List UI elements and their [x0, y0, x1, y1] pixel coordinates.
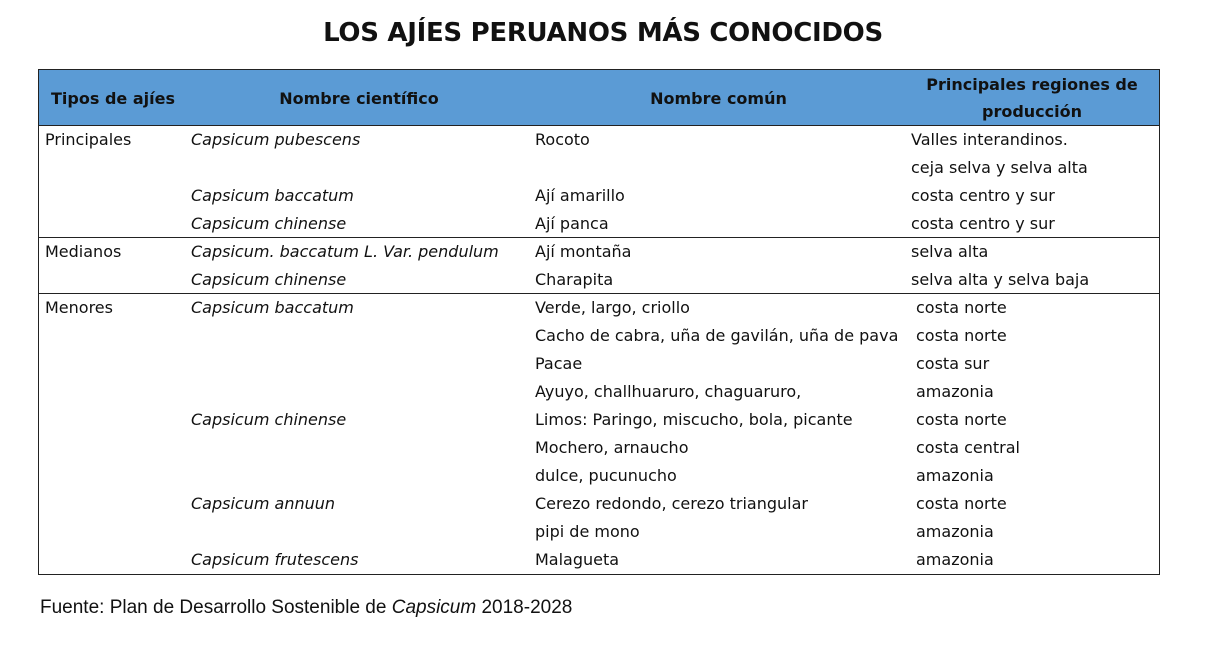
cell-nombre-cientifico: Capsicum baccatum: [191, 298, 354, 317]
cell-region: selva alta y selva baja: [911, 270, 1090, 289]
header-regiones-line1: Principales regiones de: [926, 75, 1138, 94]
table-row: [39, 238, 1159, 266]
cell-tipo: Principales: [45, 130, 132, 149]
header-regiones-line2: producción: [981, 102, 1082, 121]
table-row: [39, 182, 1159, 210]
table-row: [39, 126, 1159, 154]
cell-nombre-comun: Rocoto: [535, 130, 590, 149]
cell-nombre-comun: Ayuyo, challhuaruro, chaguaruro,: [535, 382, 802, 401]
cell-nombre-cientifico: Capsicum pubescens: [191, 130, 361, 149]
cell-region: costa central: [916, 438, 1020, 457]
header-regiones: [906, 70, 1158, 126]
cell-region: costa norte: [916, 298, 1007, 317]
source-note: [40, 597, 572, 619]
source-italic: Capsicum: [391, 597, 477, 618]
cell-nombre-cientifico: Capsicum baccatum: [191, 186, 354, 205]
header-nombre-comun: Nombre común: [650, 88, 787, 108]
cell-nombre-comun: Ají montaña: [535, 242, 632, 261]
cell-region: costa norte: [916, 410, 1007, 429]
peppers-table: [38, 69, 1160, 575]
cell-nombre-comun: Ají amarillo: [535, 186, 625, 205]
table-row: [39, 294, 1159, 322]
cell-nombre-comun: Pacae: [535, 354, 583, 373]
page-title: LOS AJÍES PERUANOS MÁS CONOCIDOS: [323, 18, 883, 48]
source-suffix: 2018-2028: [476, 597, 573, 618]
table-row: [39, 518, 1159, 546]
cell-tipo: Menores: [45, 298, 113, 317]
cell-nombre-comun: Cerezo redondo, cerezo triangular: [535, 494, 808, 513]
source-prefix: Fuente: Plan de Desarrollo Sostenible de: [40, 597, 392, 618]
cell-region: costa sur: [916, 354, 990, 373]
table-row: [39, 210, 1159, 238]
table-row: [39, 490, 1159, 518]
table-row: [39, 266, 1159, 294]
cell-nombre-comun: pipi de mono: [535, 522, 640, 541]
table-row: [39, 350, 1159, 378]
cell-nombre-comun: Malagueta: [535, 550, 620, 569]
cell-region: ceja selva y selva alta: [911, 158, 1088, 177]
header-nombre-cientifico: Nombre científico: [279, 88, 439, 108]
cell-nombre-cientifico: Capsicum annuun: [191, 494, 336, 513]
cell-region: costa norte: [916, 494, 1007, 513]
cell-nombre-comun: Limos: Paringo, miscucho, bola, picante: [535, 410, 853, 429]
cell-nombre-cientifico: Capsicum chinense: [191, 214, 347, 233]
cell-nombre-cientifico: Capsicum chinense: [191, 410, 347, 429]
table-row: [39, 322, 1159, 350]
cell-nombre-cientifico: Capsicum. baccatum L. Var. pendulum: [191, 242, 499, 261]
cell-nombre-comun: Mochero, arnaucho: [535, 438, 689, 457]
cell-region: amazonia: [916, 550, 994, 569]
header-tipos: Tipos de ajíes: [51, 88, 175, 108]
table-row: [39, 378, 1159, 406]
cell-region: amazonia: [916, 382, 994, 401]
cell-region: costa centro y sur: [911, 186, 1055, 205]
cell-nombre-comun: Verde, largo, criollo: [535, 298, 690, 317]
cell-region: costa centro y sur: [911, 214, 1055, 233]
table-row: [39, 434, 1159, 462]
table-header: [39, 70, 1159, 126]
cell-region: costa norte: [916, 326, 1007, 345]
cell-tipo: Medianos: [45, 242, 122, 261]
cell-nombre-cientifico: Capsicum frutescens: [191, 550, 359, 569]
cell-region: amazonia: [916, 466, 994, 485]
table-row: [39, 406, 1159, 434]
cell-nombre-cientifico: Capsicum chinense: [191, 270, 347, 289]
table-row: [39, 154, 1159, 182]
cell-region: Valles interandinos.: [911, 130, 1068, 149]
cell-nombre-comun: dulce, pucunucho: [535, 466, 677, 485]
cell-region: selva alta: [911, 242, 989, 261]
cell-nombre-comun: Ají panca: [535, 214, 609, 233]
table-row: [39, 462, 1159, 490]
cell-nombre-comun: Charapita: [535, 270, 614, 289]
cell-region: amazonia: [916, 522, 994, 541]
cell-nombre-comun: Cacho de cabra, uña de gavilán, uña de pava: [535, 326, 899, 345]
table-row: [39, 546, 1159, 574]
